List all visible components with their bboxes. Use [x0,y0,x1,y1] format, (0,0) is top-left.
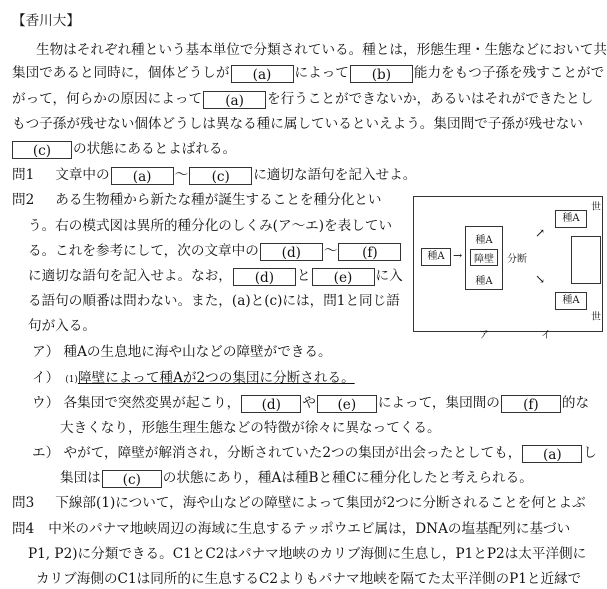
stage-label-i: イ [541,330,551,341]
species-a-top-box: 種A [555,210,587,228]
question-1: 問1 文章中の (a) 〜 (c) に適切な語句を記入せよ。 [12,167,417,185]
step-i: イ） (1)障壁によって種Aが2つの集団に分断される。 [32,370,355,386]
step-u-line-2: 大きくなり，形態生理生態などの特徴が徐々に異なってくる。 [60,420,441,436]
blank-a[interactable]: (a) [111,167,174,185]
edge-label-top: 世 [591,202,601,213]
blank-a[interactable]: (a) [231,65,294,83]
intro-line-2: 集団であると同時に，個体どうしが (a) によって (b) 能力をもつ子孫を残すことがで [12,65,605,83]
question-2-line-5: る語句の順番は問わない。また，(a)と(c)には，問1と同じ語 [28,293,400,309]
intro-line-1: 生物はそれぞれ種という基本単位で分類されている。種とは，形態生理・生態などにおいて共 [36,42,607,58]
speciation-diagram [413,196,603,344]
question-2-line-3: る。これを参考にして，次の文章中の (d) 〜 (f) [28,241,402,261]
blank-d[interactable]: (d) [260,243,323,261]
arrow-icon: → [453,249,463,262]
question-3: 問3 下線部(1)について，海や山などの障壁によって集団が2つに分断されることを何とよぶ [12,495,586,511]
blank-c[interactable]: (c) [189,167,252,185]
stage-label-a: ア [479,330,489,341]
step-e-line-1: エ） やがて，障壁が解消され，分断されていた2つの集団が出会ったとしても， (a) し [32,445,597,463]
blank-d[interactable]: (d) [241,395,301,413]
blank-a[interactable]: (a) [203,91,266,109]
step-u-line-1: ウ） 各集団で突然変異が起こり， (d) や (e) によって，集団間の (f) 的な [32,395,590,413]
question-2-line-6: 句が入る。 [28,318,96,334]
next-generation-box [571,236,601,284]
blank-f[interactable]: (f) [338,243,401,261]
footnote-marker-1: (1) [65,375,78,385]
blank-f[interactable]: (f) [501,395,561,413]
barrier-label: 障壁 [470,249,498,266]
question-4-line-3: カリブ海側のC1は同所的に生息するC2よりもパナマ地峡を隔てた太平洋側のP1と近縁で [36,571,582,587]
question-2-line-2: う。右の模式図は異所的種分化のしくみ(ア〜エ)を表してい [28,218,393,234]
species-a-label: 種A [475,276,493,287]
species-a-box: 種A [421,248,451,266]
step-a: ア） 種Aの生息地に海や山などの障壁ができる。 [32,344,332,360]
blank-c[interactable]: (c) [102,470,162,488]
question-4-line-2: P1, P2)に分類できる。C1とC2はパナマ地峡のカリブ海側に生息し，P1とP2は太平洋側に [28,546,587,562]
step-e-line-2: 集団は (c) の状態にあり，種Aは種Bと種Cに種分化したと考えられる。 [60,470,533,488]
blank-b[interactable]: (b) [350,65,413,83]
question-2-line-1: 問2 ある生物種から新たな種が誕生することを種分化とい [12,192,382,208]
blank-d[interactable]: (d) [233,268,296,286]
arrow-up-right-icon: ↗ [535,226,546,240]
blank-a[interactable]: (a) [522,445,582,463]
blank-c[interactable]: (c) [12,141,72,159]
edge-label-bottom: 世 [591,312,601,323]
intro-line-5: (c) の状態にあるとよばれる。 [12,139,236,159]
intro-line-3: がって，何らかの原因によって (a) を行うことができないか，あるいはそれができたとし [12,91,594,109]
question-4-line-1: 問4 中米のパナマ地峡周辺の海域に生息するテッポウエビ属は，DNAの塩基配列に基づい [12,521,571,537]
question-2-line-4: に適切な語句を記入せよ。なお， (d) と (e) に入 [28,268,403,286]
split-label: 分断 [507,254,527,265]
intro-line-4: もつ子孫が残せない個体どうしは異なる種に属しているといえよう。集団間で子孫が残せない [12,116,583,132]
blank-e[interactable]: (e) [312,268,375,286]
species-a-label: 種A [475,235,493,246]
blank-e[interactable]: (e) [317,395,377,413]
source-label: 【香川大】 [12,13,80,29]
barrier-group-box [465,226,503,290]
arrow-down-right-icon: ↘ [535,272,546,286]
underlined-phrase-1: 障壁によって種Aが2つの集団に分断される。 [77,370,355,386]
species-a-bottom-box: 種A [555,292,587,310]
